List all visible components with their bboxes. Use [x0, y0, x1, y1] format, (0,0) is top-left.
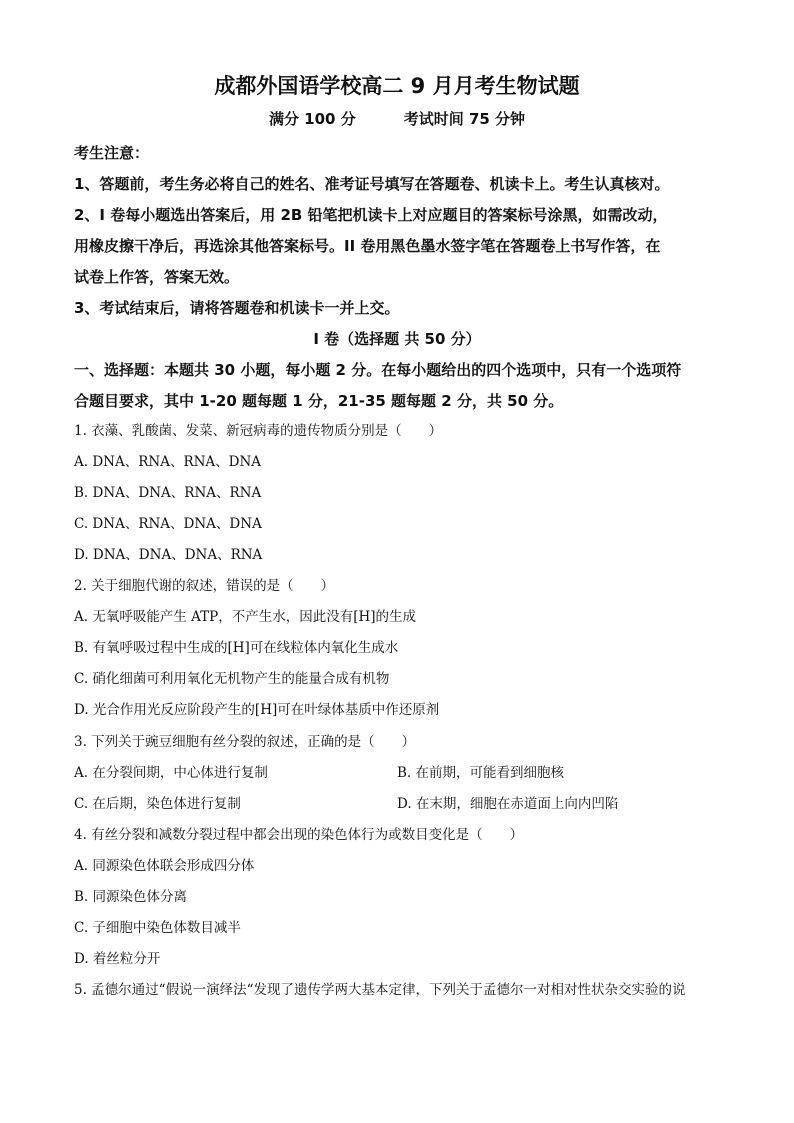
question-option: C. 子细胞中染色体数目减半: [74, 920, 241, 936]
question-stem: 1. 衣藻、乳酸菌、发菜、新冠病毒的遗传物质分别是（ ）: [74, 423, 443, 439]
exam-time: 考试时间 75 分钟: [403, 110, 526, 128]
question-option: D. 光合作用光反应阶段产生的[H]可在叶绿体基质中作还原剂: [74, 702, 440, 718]
full-score: 满分 100 分: [268, 110, 356, 128]
question-option: A. 无氧呼吸能产生 ATP，不产生水，因此没有[H]的生成: [74, 609, 417, 625]
notice-line: 1、答题前，考生务必将自己的姓名、准考证号填写在答题卷、机读卡上。考生认真核对。: [74, 175, 670, 193]
notice-line: 用橡皮擦干净后，再选涂其他答案标号。II 卷用黑色墨水签字笔在答题卷上书写作答，在: [74, 237, 661, 255]
notice-line: 2、I 卷每小题选出答案后，用 2B 铅笔把机读卡上对应题目的答案标号涂黑，如需改动，: [74, 206, 668, 224]
exam-title: 成都外国语学校高二 9 月月考生物试题: [214, 74, 580, 98]
question-option: D. DNA、DNA、DNA、RNA: [74, 547, 263, 563]
question-stem: 3. 下列关于豌豆细胞有丝分裂的叙述，正确的是（ ）: [74, 734, 416, 750]
notice-heading: 考生注意：: [74, 144, 150, 162]
question-option: B. DNA、DNA、RNA、RNA: [74, 485, 262, 501]
section-instruction: 一、选择题：本题共 30 小题，每小题 2 分。在每小题给出的四个选项中，只有一个选项符: [74, 361, 682, 379]
notice-line: 3、考试结束后，请将答题卷和机读卡一并上交。: [74, 299, 400, 317]
notice-line: 试卷上作答，答案无效。: [74, 268, 240, 286]
question-option: B. 在前期，可能看到细胞核: [397, 765, 565, 781]
question-option: C. 在后期，染色体进行复制: [74, 796, 241, 812]
question-stem: 2. 关于细胞代谢的叙述，错误的是（ ）: [74, 578, 335, 594]
question-option: C. DNA、RNA、DNA、DNA: [74, 516, 262, 532]
question-option: D. 着丝粒分开: [74, 951, 161, 967]
question-option: C. 硝化细菌可利用氧化无机物产生的能量合成有机物: [74, 671, 390, 687]
question-option: B. 同源染色体分离: [74, 889, 188, 905]
question-stem: 5. 孟德尔通过“假说一演绎法“发现了遗传学两大基本定律，下列关于孟德尔一对相对性状杂交实验的说: [74, 982, 686, 998]
section-instruction: 合题目要求，其中 1-20 题每题 1 分，21-35 题每题 2 分，共 50 分。: [74, 392, 564, 410]
question-stem: 4. 有丝分裂和减数分裂过程中都会出现的染色体行为或数目变化是（ ）: [74, 827, 524, 843]
question-option: B. 有氧呼吸过程中生成的[H]可在线粒体内氧化生成水: [74, 640, 399, 656]
section-title: I 卷（选择题 共 50 分）: [313, 330, 481, 348]
question-option: A. 在分裂间期，中心体进行复制: [74, 765, 268, 781]
question-option: A. 同源染色体联会形成四分体: [74, 858, 255, 874]
exam-meta: [0, 108, 794, 129]
question-option: D. 在末期，细胞在赤道面上向内凹陷: [397, 796, 619, 812]
question-option: A. DNA、RNA、RNA、DNA: [74, 454, 262, 470]
